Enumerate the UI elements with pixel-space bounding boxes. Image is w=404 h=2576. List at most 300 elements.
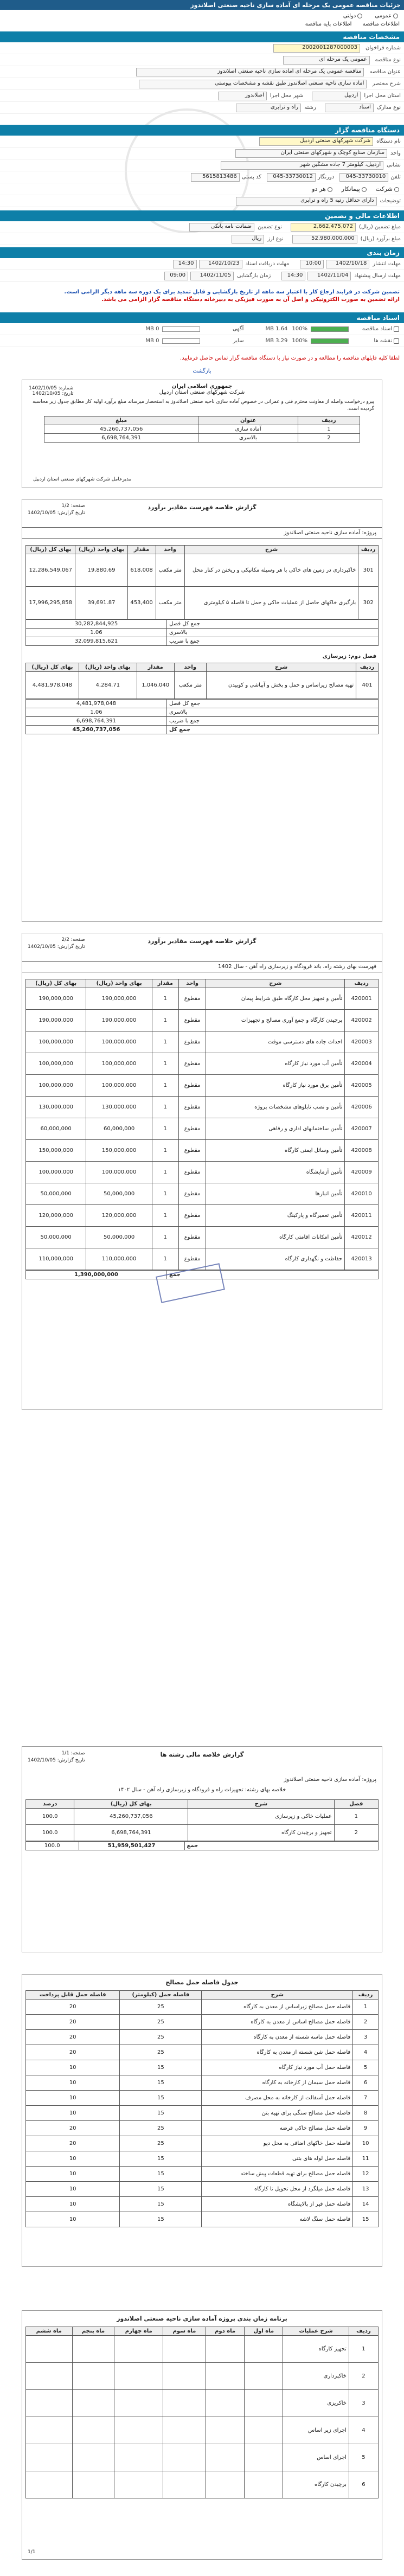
table-cell <box>114 2390 163 2417</box>
table-cell <box>26 2444 73 2471</box>
org-bar: دستگاه مناقصه گزار <box>0 125 404 136</box>
column-header: درصد <box>26 1800 74 1809</box>
table-cell: 60,000,000 <box>26 1118 86 1140</box>
column-header: بهای واحد (ریال) <box>86 979 152 988</box>
table-cell: 20 <box>26 2030 120 2045</box>
column-header: ردیف <box>358 546 379 554</box>
report-3-sum: جمع 51,959,501,427 100.0 <box>25 1841 379 1850</box>
column-header: بهای واحد (ریال) <box>75 546 127 554</box>
table-cell: فاصله حمل مصالح برای تهیه قطعات پیش ساخته <box>202 2167 353 2182</box>
table-cell: 39,691.87 <box>75 587 127 619</box>
column-header: ردیف <box>349 2327 378 2336</box>
table-row <box>26 1825 379 1841</box>
table-cell <box>114 2363 163 2390</box>
org-name: شرکت شهرکهای صنعتی اردبیل <box>259 137 373 146</box>
table-cell: مقطوع <box>178 1053 206 1075</box>
table-cell: 11 <box>353 2151 379 2167</box>
table-cell: فاصله حمل میلگرد از محل تحویل تا کارگاه <box>202 2182 353 2197</box>
row-desc: شرح مختصر آماده سازی ناحیه صنعتی اصلاندوز طبق نقشه و مشخصات پیوستی <box>0 78 404 90</box>
column-header: بهای کل (ریال) <box>74 1800 188 1809</box>
file-icon <box>394 326 399 332</box>
table-cell: مقطوع <box>178 1205 206 1227</box>
table-cell: 2 <box>353 2015 379 2030</box>
table-cell: 1,046,040 <box>137 672 174 699</box>
tab-base[interactable]: اطلاعات پایه مناقصه <box>305 21 352 27</box>
table-cell <box>206 2417 245 2444</box>
report-3: گزارش خلاصه مالی رشته ها صفحه: 1/1 تاریخ گزارش: 1402/10/05 پروژه: آماده سازی ناحیه صنعتی اصلاندوز خلاصه بهای رشته: تجهیزات راه و فرودگاه و زیرسازی راه آهن - سال ۱۴۰۲ فصل شرح بهای کل (ریال) درصد 1 عملیات خاکی و زیرسازی 45,260,737,056 100.0 2 تجهیز و برچیدن کارگاه 6,698,764,391 100.0 جمع 51,959,501,427 100.0 <box>22 1746 382 1952</box>
table-cell: 15 <box>120 2182 202 2197</box>
table-cell <box>206 2336 245 2363</box>
table-cell: 1 <box>152 1183 178 1205</box>
table-cell: مقطوع <box>178 1183 206 1205</box>
table-cell: 20 <box>26 2015 120 2030</box>
finance-bar: اطلاعات مالی و تضمین <box>0 210 404 221</box>
column-header: مقدار <box>152 979 178 988</box>
table-cell <box>206 2363 245 2390</box>
table-cell: 420002 <box>345 1010 379 1031</box>
table-cell <box>245 2336 283 2363</box>
table-cell: فاصله حمل خاکهای اضافی به محل دپو <box>202 2136 353 2151</box>
table-row <box>26 2121 379 2136</box>
column-header: واحد <box>178 979 206 988</box>
table-cell: مقطوع <box>178 988 206 1010</box>
table-cell: 110,000,000 <box>86 1248 152 1270</box>
table-cell: 100,000,000 <box>86 1031 152 1053</box>
table-cell: تأمین وسائل ایمنی کارگاه <box>206 1140 345 1162</box>
table-row <box>26 988 379 1010</box>
table-cell: 12,286,549,067 <box>26 554 75 587</box>
table-cell: 9 <box>353 2121 379 2136</box>
table-cell <box>206 2471 245 2498</box>
column-header: شرح <box>184 546 358 554</box>
table-cell <box>163 2363 206 2390</box>
progress-bar-empty <box>162 326 200 332</box>
table-cell: 1 <box>353 2000 379 2015</box>
table-row <box>26 2151 379 2167</box>
table-cell: 3 <box>349 2390 378 2417</box>
column-header: فاصله حمل (کیلومتر) <box>120 1991 202 2000</box>
table-cell: مقطوع <box>178 1248 206 1270</box>
table-cell: 1 <box>334 1809 378 1825</box>
row-org: نام دستگاه شرکت شهرکهای صنعتی اردبیل <box>0 136 404 148</box>
opt-public[interactable]: عمومی <box>375 13 400 19</box>
file-icon <box>394 338 399 344</box>
gantt-report: برنامه زمان بندی پروژه آماده سازی ناحیه صنعتی اصلاندوز ردیف شرح عملیات ماه اول ماه دوم ماه سوم ماه چهارم ماه پنجم ماه ششم 1 تجهیز کارگاه 2 خاکبرداری 3 خاکریزی 4 اجرای زیر اساس 5 اجرای اساس 6 برچیدن کارگاه 1/1 <box>22 2310 382 2560</box>
table-row <box>26 2106 379 2121</box>
row-unit: واحد سازمان صنایع کوچک و شهرکهای صنعتی ایران <box>0 148 404 159</box>
table-cell <box>163 2390 206 2417</box>
row-estimate: مبلغ برآورد (ریال) 52,980,000,000 نوع ارز ریال <box>0 233 404 245</box>
table-row <box>26 2212 379 2227</box>
table-cell: 25 <box>120 2030 202 2045</box>
table-row <box>26 1227 379 1248</box>
table-row <box>26 1010 379 1031</box>
table-cell: مقطوع <box>178 1010 206 1031</box>
table-cell: 420010 <box>345 1183 379 1205</box>
table-cell: تأمین امکانات اقامتی کارگاه <box>206 1227 345 1248</box>
file1-link[interactable]: اسناد مناقصه <box>362 326 392 332</box>
table-cell: مقطوع <box>178 1075 206 1097</box>
table-cell: برچیدن کارگاه <box>283 2471 349 2498</box>
table-cell: تأمین و تجهیز محل کارگاه طبق شرایط پیمان <box>206 988 345 1010</box>
column-header: ماه سوم <box>163 2327 206 2336</box>
table-cell: فاصله حمل مصالح سنگی برای تهیه بتن <box>202 2106 353 2121</box>
table-cell: 5 <box>349 2444 378 2471</box>
table-cell: 10 <box>26 2212 120 2227</box>
table-cell: 20 <box>26 2136 120 2151</box>
column-header: بهای واحد (ریال) <box>79 663 137 672</box>
row-bidder-type <box>0 183 404 195</box>
table-cell: متر مکعب <box>156 554 184 587</box>
pub-time: 10:00 <box>300 260 324 268</box>
table-cell: متر مکعب <box>174 672 206 699</box>
table-cell: 1 <box>152 1140 178 1162</box>
table-cell: 100.0 <box>26 1825 74 1841</box>
table-cell: 50,000,000 <box>26 1227 86 1248</box>
table-cell: 5 <box>353 2060 379 2075</box>
column-header: شرح <box>188 1800 334 1809</box>
table-cell <box>26 2390 73 2417</box>
column-header: ماه ششم <box>26 2327 73 2336</box>
column-header: شرح <box>206 979 345 988</box>
table-cell: 420008 <box>345 1140 379 1162</box>
report-1-table-2 <box>25 663 379 699</box>
row-pub: مهلت انتشار 1402/10/18 10:00 مهلت دریافت اسناد 1402/10/23 14:30 <box>0 258 404 270</box>
table-cell <box>72 2363 114 2390</box>
pub-date: 1402/10/18 <box>326 260 369 268</box>
table-cell: 15 <box>120 2212 202 2227</box>
table-cell: 14 <box>353 2197 379 2212</box>
table-cell: مقطوع <box>178 1227 206 1248</box>
doc-type: اسناد <box>325 104 374 112</box>
table-row <box>26 587 379 619</box>
file2-link[interactable]: نقشه ها <box>374 338 392 344</box>
opt-company[interactable]: شرکت <box>376 185 401 193</box>
radio-icon[interactable] <box>393 14 398 18</box>
warn-text: لطفا کلیه فایلهای مناقصه را مطالعه و در صورت نیاز با دستگاه مناقصه گزار تماس حاصل فرمایید. <box>179 355 400 361</box>
report-3-table <box>25 1799 379 1841</box>
table-cell: 190,000,000 <box>26 988 86 1010</box>
file4-link[interactable]: سایر <box>233 338 244 344</box>
table-row <box>26 2015 379 2030</box>
tender-kind-options <box>0 11 404 29</box>
table-cell: 302 <box>358 587 379 619</box>
table-row <box>26 1183 379 1205</box>
back-link[interactable]: بازگشت <box>193 368 211 374</box>
row-address: نشانی اردبیل، کیلومتر 7 جاده مشگین شهر <box>0 159 404 171</box>
table-cell: فاصله حمل آب مورد نیاز کارگاه <box>202 2060 353 2075</box>
table-cell: احداث جاده های دسترسی موقت <box>206 1031 345 1053</box>
open-time: 09:00 <box>164 272 188 280</box>
opt-contractor[interactable]: پیمانکار <box>342 185 368 193</box>
row-title: عنوان مناقصه مناقصه عمومی یک مرحله ای آماده سازی ناحیه صنعتی اصلاندوز <box>0 66 404 78</box>
table-cell: تأمین ساختمانهای اداری و رفاهی <box>206 1118 345 1140</box>
table-cell: 150,000,000 <box>86 1140 152 1162</box>
table-cell: 7 <box>353 2091 379 2106</box>
table-cell: 6 <box>353 2075 379 2091</box>
table-cell: 15 <box>120 2075 202 2091</box>
table-cell <box>245 2471 283 2498</box>
city: اصلاندوز <box>218 92 267 100</box>
table-cell: 10 <box>26 2151 120 2167</box>
table-cell <box>245 2363 283 2390</box>
column-header: ماه پنجم <box>72 2327 114 2336</box>
table-cell: 100,000,000 <box>26 1162 86 1183</box>
table-cell <box>114 2444 163 2471</box>
table-cell: برچیدن کارگاه و جمع آوری مصالح و تجهیزات <box>206 1010 345 1031</box>
table-cell: 618,008 <box>127 554 156 587</box>
table-cell: 100,000,000 <box>86 1075 152 1097</box>
table-row <box>26 2167 379 2182</box>
table-cell: تجهیز و برچیدن کارگاه <box>188 1825 334 1841</box>
table-cell: 120,000,000 <box>86 1205 152 1227</box>
table-cell: 190,000,000 <box>86 1010 152 1031</box>
table-cell: مقطوع <box>178 1118 206 1140</box>
table-cell <box>26 2336 73 2363</box>
column-header: شرح عملیات <box>283 2327 349 2336</box>
column-header: بهای کل (ریال) <box>26 546 75 554</box>
row-nature: نوع مناقصه عمومی یک مرحله ای <box>0 54 404 66</box>
table-cell: 4,481,978,048 <box>26 672 79 699</box>
table-cell: 1 <box>152 1205 178 1227</box>
page-title: جزئیات مناقصه عمومی یک مرحله ای آماده سازی ناحیه صنعتی اصلاندوز <box>0 0 404 10</box>
tab-info[interactable]: اطلاعات مناقصه <box>362 21 400 27</box>
file3-link[interactable]: آگهی <box>232 326 244 332</box>
table-cell: 1 <box>152 1097 178 1118</box>
table-row <box>26 1118 379 1140</box>
org-tel: 045-33730010 <box>339 173 388 182</box>
column-header: شرح <box>202 1991 353 2000</box>
table-cell: 15 <box>120 2106 202 2121</box>
table-cell: فاصله حمل سنگ لاشه <box>202 2212 353 2227</box>
table-cell: 1 <box>152 1227 178 1248</box>
table-cell: فاصله حمل مصالح خاکی قرضه <box>202 2121 353 2136</box>
org-address: اردبیل، کیلومتر 7 جاده مشگین شهر <box>221 161 383 170</box>
schedule-bar: زمان بندی <box>0 247 404 258</box>
table-cell: 1 <box>349 2336 378 2363</box>
table-cell: 4 <box>349 2417 378 2444</box>
distance-report: جدول فاصله حمل مصالح ردیف شرح فاصله حمل (کیلومتر) فاصله حمل قابل پرداخت 1 فاصله حمل مصالح زیراساس از معدن به کارگاه 25 20 2 فاصله حمل مصالح اساس از معدن به کارگاه 25 20 3 فاصله حمل ماسه شسته از معدن به کارگاه 25 20 4 فاصله حمل شن شسته از معدن به کارگاه 25 20 5 فاصله حمل آب مورد نیاز کارگاه 15 10 6 فاصله حمل سیمان از کارخانه به کارگاه 15 10 7 فاصله حمل آسفالت از کارخانه به محل مصرف 15 10 8 فاصله حمل مصالح سنگی برای تهیه بتن 15 10 9 فاصله حمل مصالح خاکی قرضه 25 20 10 فاصله حمل خاکهای اضافی به محل دپو 25 20 11 فاصله حمل لوله های بتنی 15 10 12 فاصله حمل مصالح برای تهیه قطعات پیش ساخته 15 10 13 فاصله حمل میلگرد از محل تحویل تا کارگاه 15 10 14 فاصله حمل قیر از پالایشگاه 15 10 15 فاصله حمل سنگ لاشه 15 10 <box>22 1974 382 2267</box>
table-cell: 25 <box>120 2015 202 2030</box>
column-header: فصل <box>334 1800 378 1809</box>
column-header: مقدار <box>127 546 156 554</box>
radio-icon[interactable] <box>362 187 367 192</box>
estimate-amount: 52,980,000,000 <box>292 235 357 243</box>
table-cell: تأمین تعمیرگاه و پارکینگ <box>206 1205 345 1227</box>
table-cell: فاصله حمل مصالح زیراساس از معدن به کارگاه <box>202 2000 353 2015</box>
table-cell: 110,000,000 <box>26 1248 86 1270</box>
table-cell <box>206 2390 245 2417</box>
table-cell <box>245 2390 283 2417</box>
table-row <box>26 1031 379 1053</box>
table-row <box>26 2075 379 2091</box>
table-cell: مقطوع <box>178 1162 206 1183</box>
radio-icon[interactable] <box>357 14 362 18</box>
table-cell: 15 <box>120 2197 202 2212</box>
table-cell: 420004 <box>345 1053 379 1075</box>
table-cell: عملیات خاکی و زیرسازی <box>188 1809 334 1825</box>
table-cell: 420006 <box>345 1097 379 1118</box>
table-cell: 4,284.71 <box>79 672 137 699</box>
table-row <box>26 1809 379 1825</box>
table-cell <box>163 2471 206 2498</box>
table-row <box>26 1162 379 1183</box>
table-cell: مقطوع <box>178 1097 206 1118</box>
table-cell: 6,698,764,391 <box>74 1825 188 1841</box>
doc-time: 14:30 <box>173 260 197 268</box>
table-cell: فاصله حمل مصالح اساس از معدن به کارگاه <box>202 2015 353 2030</box>
row-number: شماره فراخوان 2002001287000003 <box>0 42 404 54</box>
table-cell: 6 <box>349 2471 378 2498</box>
report-2-total: جمع 1,390,000,000 <box>25 1270 379 1279</box>
row-file2: نقشه ها 100% 3.29 MB سایر 0 MB <box>0 335 404 347</box>
table-cell: 190,000,000 <box>26 1010 86 1031</box>
table-row <box>26 2444 379 2471</box>
distance-table <box>25 1990 379 2227</box>
tender-number: 2002001287000003 <box>273 44 360 53</box>
table-row <box>26 2136 379 2151</box>
tender-nature: عمومی یک مرحله ای <box>283 56 370 65</box>
table-cell <box>163 2444 206 2471</box>
org-unit: سازمان صنایع کوچک و شهرکهای صنعتی ایران <box>235 149 387 158</box>
table-cell <box>206 2444 245 2471</box>
table-cell: 10 <box>26 2182 120 2197</box>
report-2-table <box>25 979 379 1270</box>
progress-bar <box>311 338 349 344</box>
table-cell: فاصله حمل قیر از پالایشگاه <box>202 2197 353 2212</box>
table-cell <box>72 2471 114 2498</box>
table-cell: فاصله حمل شن شسته از معدن به کارگاه <box>202 2045 353 2060</box>
table-cell: 10 <box>26 2091 120 2106</box>
radio-icon[interactable] <box>394 187 399 192</box>
table-cell: 13 <box>353 2182 379 2197</box>
column-header: ردیف <box>353 1991 379 2000</box>
table-row <box>26 1053 379 1075</box>
table-cell: اجرای اساس <box>283 2444 349 2471</box>
table-cell: 50,000,000 <box>86 1183 152 1205</box>
table-cell: 1 <box>152 1162 178 1183</box>
progress-bar <box>311 326 349 332</box>
table-cell: اجرای زیر اساس <box>283 2417 349 2444</box>
table-cell <box>72 2444 114 2471</box>
table-cell: 1 <box>152 1031 178 1053</box>
column-header: شرح <box>206 663 356 672</box>
radio-icon[interactable] <box>328 187 332 192</box>
table-cell <box>114 2336 163 2363</box>
table-row <box>26 2045 379 2060</box>
report-2: گزارش خلاصه فهرست مقادیر برآورد صفحه: 2/2 تاریخ گزارش: 1402/10/05 فهرست بهای رشته راه، باند فرودگاه و زیرسازی راه آهن - سال 1402 ردیف شرح واحد مقدار بهای واحد (ریال) بهای کل (ریال) 420001 تأمین و تجهیز محل کارگاه طبق شرایط پیمان مقطوع 1 190,000,000 190,000,000 420002 برچیدن کارگاه و جمع آوری مصالح و تجهیزات مقطوع 1 190,000,000 190,000,000 420003 احداث جاده های دسترسی موقت مقطوع 1 100,000,000 100,000,000 420004 تأمین آب مورد نیاز کارگاه مقطوع 1 100,000,000 100,000,000 420005 تأمین برق مورد نیاز کارگاه مقطوع 1 100,000,000 100,000,000 420006 تأمین و نصب تابلوهای مشخصات پروژه مقطوع 1 130,000,000 130,000,000 420007 تأمین ساختمانهای اداری و رفاهی مقطوع 1 60,000,000 60,000,000 420008 تأمین وسائل ایمنی کارگاه مقطوع 1 150,000,000 150,000,000 420009 تأمین آزمایشگاه مقطوع 1 100,000,000 100,000,000 420010 تأمین انبارها مقطوع 1 50,000,000 50,000,000 420011 تأمین تعمیرگاه و پارکینگ مقطوع 1 120,000,000 120,000,000 420012 تأمین امکانات اقامتی کارگاه مقطوع 1 50,000,000 50,000,000 420013 حفاظت و نگهداری کارگاه مقطوع 1 110,000,000 110,000,000 جمع 1,390,000,000 <box>22 933 382 1410</box>
table-cell: 420003 <box>345 1031 379 1053</box>
table-cell: 420012 <box>345 1227 379 1248</box>
table-cell: 130,000,000 <box>86 1097 152 1118</box>
gantt-table <box>25 2327 379 2498</box>
table-row <box>26 2030 379 2045</box>
row-file1: اسناد مناقصه 100% 1.64 MB آگهی 0 MB <box>0 323 404 335</box>
table-cell: 150,000,000 <box>26 1140 86 1162</box>
table-cell: 100.0 <box>26 1809 74 1825</box>
table-cell: 60,000,000 <box>86 1118 152 1140</box>
table-row <box>26 2091 379 2106</box>
bid-time: 14:30 <box>281 272 305 280</box>
guarantee-amount: 2,662,475,072 <box>291 223 356 232</box>
table-cell <box>245 2444 283 2471</box>
column-header: واحد <box>174 663 206 672</box>
column-header: ردیف <box>356 663 379 672</box>
table-cell: حفاظت و نگهداری کارگاه <box>206 1248 345 1270</box>
table-cell: 15 <box>120 2060 202 2075</box>
table-cell: 130,000,000 <box>26 1097 86 1118</box>
table-cell: بارگیری خاکهای حاصل از عملیات خاکی و حمل تا فاصله ۵ کیلومتری <box>184 587 358 619</box>
table-cell: 453,400 <box>127 587 156 619</box>
column-header: فاصله حمل قابل پرداخت <box>26 1991 120 2000</box>
table-cell: متر مکعب <box>156 587 184 619</box>
column-header: بهای کل (ریال) <box>26 979 86 988</box>
table-cell: مقطوع <box>178 1031 206 1053</box>
column-header: ماه چهارم <box>114 2327 163 2336</box>
opt-gov[interactable]: دولتی <box>343 13 364 19</box>
table-cell: 25 <box>120 2136 202 2151</box>
field-class: راه و ترابری <box>236 104 301 112</box>
table-cell <box>26 2417 73 2444</box>
table-cell: 15 <box>353 2212 379 2227</box>
row-guarantee: مبلغ تضمین (ریال) 2,662,475,072 نوع تضمین ضمانت نامه بانکی <box>0 221 404 233</box>
table-cell: 45,260,737,056 <box>74 1809 188 1825</box>
table-cell <box>114 2417 163 2444</box>
table-row <box>26 2060 379 2075</box>
table-cell: فاصله حمل لوله های بتنی <box>202 2151 353 2167</box>
table-row <box>26 1097 379 1118</box>
table-cell: خاکریزی <box>283 2390 349 2417</box>
column-header: ماه دوم <box>206 2327 245 2336</box>
table-cell <box>72 2390 114 2417</box>
table-cell <box>163 2417 206 2444</box>
guarantee-type: ضمانت نامه بانکی <box>189 223 254 232</box>
province: اردبیل <box>312 92 361 100</box>
table-cell: 50,000,000 <box>86 1227 152 1248</box>
table-row <box>26 1140 379 1162</box>
table-cell: 301 <box>358 554 379 587</box>
opt-both[interactable]: هر دو <box>312 185 334 193</box>
report-1-table <box>25 545 379 619</box>
table-row <box>26 2390 379 2417</box>
table-cell: 420001 <box>345 988 379 1010</box>
table-cell: 1 <box>152 1075 178 1097</box>
table-cell: 100,000,000 <box>26 1031 86 1053</box>
table-cell: 420011 <box>345 1205 379 1227</box>
notice: تضمین شرکت در فرایند ارجاع کار با اعتبار سه ماهه از تاریخ بازگشایی و قابل تمدید برای یک دوره سه ماهه دیگر الزامی است. ارائه تضمین به صورت الکترونیکی و اصل آن به صورت فیزیکی به دبیرخانه دستگاه مناقصه گزار الزامی می باشد. <box>64 289 400 303</box>
official-letter: جمهوری اسلامی ایران شرکت شهرکهای صنعتی استان اردبیل شماره: 1402/10/05 تاریخ: 1402/10/05 پیرو درخواست واصله از معاونت محترم فنی و عمرانی در خصوص آماده سازی ناحیه صنعتی اصلاندوز به استحضار میرساند مبلغ برآورد اولیه کار مطابق جدول زیر محاسبه گردیده است. ردیف عنوان مبلغ 1 آماده سازی 45,260,737,056 2 بالاسری 6,698,764,391 مدیرعامل شرکت شهرکهای صنعتی استان اردبیل <box>22 380 382 488</box>
table-cell: 2 <box>334 1825 378 1841</box>
table-cell: تأمین برق مورد نیاز کارگاه <box>206 1075 345 1097</box>
table-cell: خاکبرداری در زمین های خاکی با هر وسیله مکانیکی و ریختن در کنار محل <box>184 554 358 587</box>
table-cell: 420009 <box>345 1162 379 1183</box>
table-cell: 120,000,000 <box>26 1205 86 1227</box>
table-cell: 100,000,000 <box>26 1075 86 1097</box>
org-fax: 045-33730012 <box>267 173 316 182</box>
table-row <box>26 1075 379 1097</box>
column-header: ردیف <box>345 979 379 988</box>
table-cell: تهیه مصالح زیراساس و حمل و پخش و آبپاشی و کوبیدن <box>206 672 356 699</box>
table-cell: 1 <box>152 1118 178 1140</box>
table-cell: 100,000,000 <box>86 1162 152 1183</box>
row-note: توضیحات دارای حداقل رتبه 5 راه و ترابری <box>0 195 404 207</box>
table-cell: 15 <box>120 2151 202 2167</box>
table-cell <box>26 2363 73 2390</box>
progress-bar-empty <box>162 338 200 344</box>
table-cell: 2 <box>349 2363 378 2390</box>
table-cell: 420005 <box>345 1075 379 1097</box>
table-cell: 15 <box>120 2091 202 2106</box>
